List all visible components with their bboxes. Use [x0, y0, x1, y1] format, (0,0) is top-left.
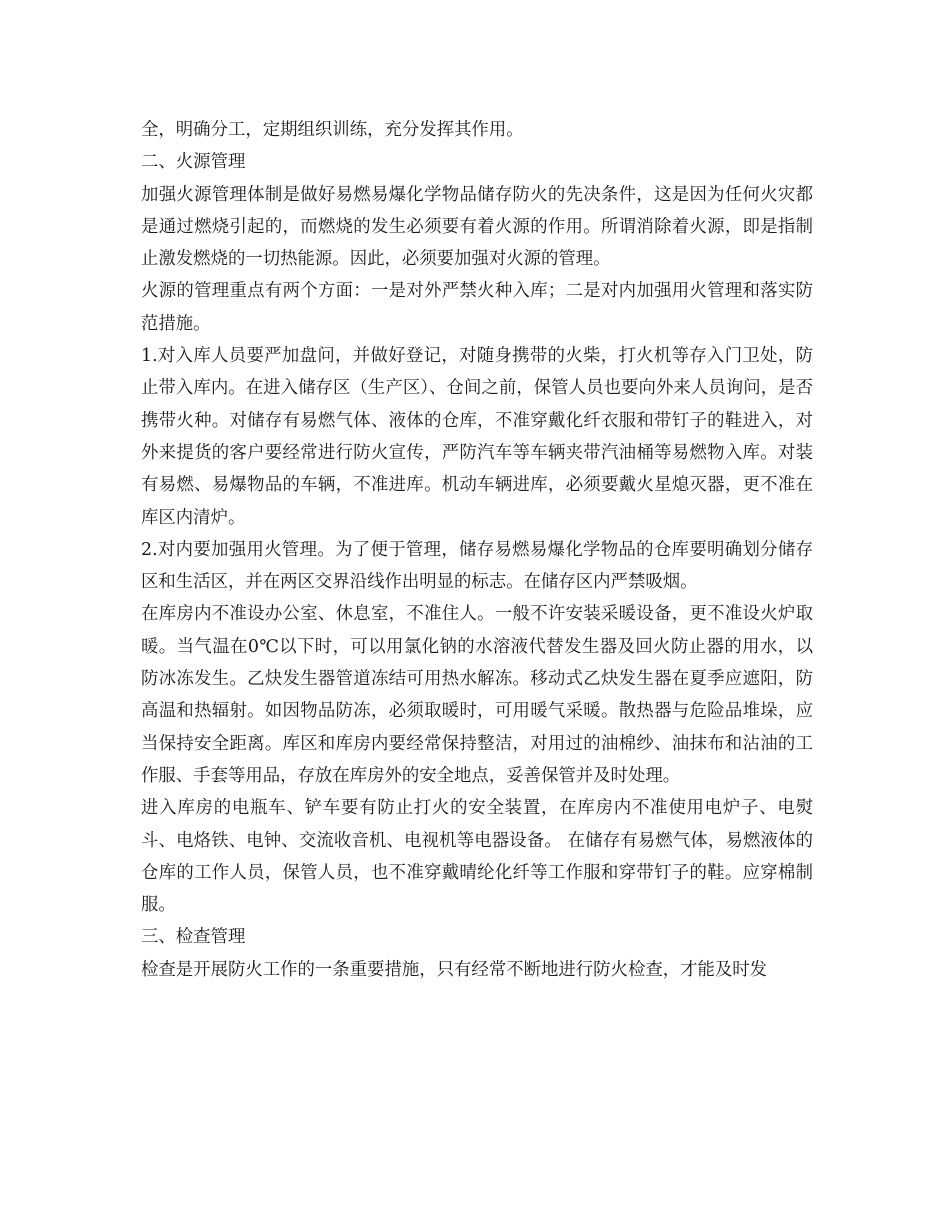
paragraph: 在库房内不准设办公室、休息室，不准住人。一般不许安装采暖设备，更不准设火炉取暖。当气温在0℃以下时，可以用氯化钠的水溶液代替发生器及回火防止器的用水，以防冰冻发生。乙炔发生器管道冻结可用热水解冻。移动式乙炔发生器在夏季应遮阳，防高温和热辐射。如因物品防冻，必须取暖时，可用暖气采暖。散热器与危险品堆垛，应当保持安全距离。库区和库房内要经常保持整洁，对用过的油棉纱、油抹布和沾油的工作服、手套等用品，存放在库房外的安全地点，妥善保管并及时处理。	[141, 604, 813, 786]
paragraph: 进入库房的电瓶车、铲车要有防止打火的安全装置，在库房内不准使用电炉子、电熨斗、电烙铁、电钟、交流收音机、电视机等电器设备。 在储存有易燃气体，易燃液体的仓库的工作人员，保管人员，也不准穿戴晴纶化纤等工作服和穿带钉子的鞋。应穿棉制服。	[141, 798, 813, 916]
paragraph-continuation: 全，明确分工，定期组织训练，充分发挥其作用。	[141, 120, 524, 140]
document-body	[141, 114, 813, 986]
paragraph: 1.对入库人员要严加盘问，并做好登记，对随身携带的火柴，打火机等存入门卫处，防止带入库内。在进入储存区（生产区）、仓间之前，保管人员也要向外来人员询问，是否携带火种。对储存有易燃气体、液体的仓库，不准穿戴化纤衣服和带钉子的鞋进入，对外来提货的客户要经常进行防火宣传，严防汽车等车辆夹带汽油桶等易燃物入库。对装有易燃、易爆物品的车辆，不准进库。机动车辆进库，必须要戴火星熄灭器，更不准在库区内清炉。	[141, 346, 813, 528]
paragraph: 火源的管理重点有两个方面：一是对外严禁火种入库；二是对内加强用火管理和落实防范措施。	[141, 281, 813, 334]
section-heading-inspection: 三、检查管理	[141, 927, 246, 948]
paragraph: 加强火源管理体制是做好易燃易爆化学物品储存防火的先决条件，这是因为任何火灾都是通过燃烧引起的，而燃烧的发生必须要有着火源的作用。所谓消除着火源，即是指制止激发燃烧的一切热能源。因此，必须要加强对火源的管理。	[141, 184, 813, 270]
paragraph: 检查是开展防火工作的一条重要措施，只有经常不断地进行防火检查，才能及时发	[141, 959, 768, 980]
section-heading-fire-source: 二、火源管理	[141, 152, 246, 173]
paragraph: 2.对内要加强用火管理。为了便于管理，储存易燃易爆化学物品的仓库要明确划分储存区和生活区，并在两区交界沿线作出明显的标志。在储存区内严禁吸烟。	[141, 539, 813, 593]
